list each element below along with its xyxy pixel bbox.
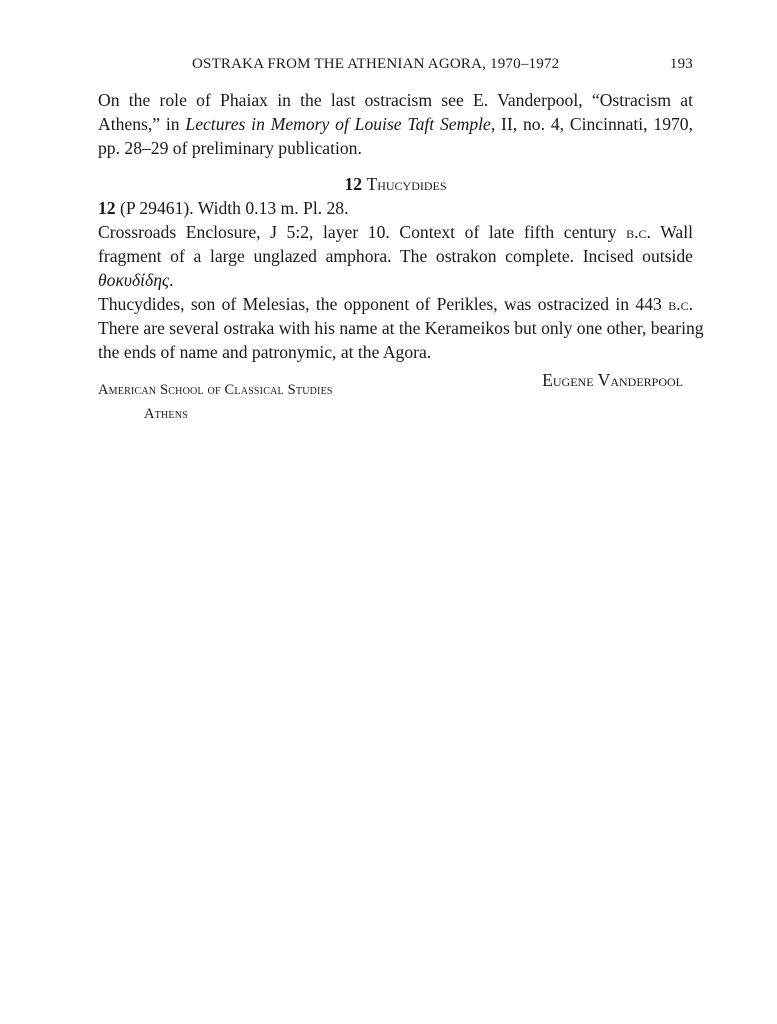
running-head [98, 56, 693, 78]
section-title: Thucydides [366, 174, 447, 194]
paragraph-line [98, 88, 693, 112]
era-abbreviation: b.c. [626, 222, 651, 242]
entry-text [98, 196, 693, 220]
paragraph-text: Thucydides, son of Melesias, the opponent of Perikles, was ostracized in 443 [98, 294, 669, 314]
running-title: OSTRAKA FROM THE ATHENIAN AGORA, 1970–1972 [192, 56, 560, 72]
paragraph-thucydides [98, 292, 704, 364]
paragraph-line: fragment of a large unglazed amphora. The ostrakon complete. Incised outside [98, 246, 693, 266]
paragraph-line [98, 268, 693, 292]
entry-number: 12 [98, 198, 116, 218]
author-affiliation [98, 378, 333, 426]
page-number: 193 [669, 56, 693, 72]
greek-inscription: θοκυδίδης [98, 270, 170, 290]
paragraph-line: There are several ostraka with his name at the Kerameikos but only one other, bearing [98, 318, 704, 338]
paragraph-line [98, 220, 693, 244]
paragraph-text: Athens,” in [98, 114, 186, 134]
paragraph-text: On the role of Phaiax in the last ostracism see E. Vanderpool, “Ostracism at [98, 90, 693, 110]
paragraph-text: Crossroads Enclosure, J 5:2, layer 10. Context of late fifth century [98, 222, 627, 242]
book-title: Lectures in Memory of Louise Taft Semple [185, 114, 491, 134]
era-abbreviation: b.c. [668, 294, 693, 314]
affiliation-city: Athens [144, 406, 188, 422]
paragraph-line: pp. 28–29 of preliminary publication. [98, 138, 362, 158]
paragraph-phaiax [98, 88, 693, 160]
section-number: 12 [344, 174, 363, 194]
paragraph-text: , II, no. 4, Cincinnati, 1970, [490, 114, 693, 134]
section-heading [98, 172, 693, 196]
paragraph-context [98, 220, 693, 292]
paragraph-line [98, 292, 693, 316]
paragraph-text: . [169, 270, 174, 290]
affiliation-institution: American School of Classical Studies [98, 382, 333, 398]
paragraph-line [98, 112, 693, 136]
body-text [98, 88, 704, 392]
paragraph-text: Wall [650, 222, 693, 242]
entry-details: (P 29461). Width 0.13 m. Pl. 28. [115, 198, 349, 218]
entry-line [98, 196, 693, 220]
paragraph-line: the ends of name and patronymic, at the Agora. [98, 342, 432, 362]
author-signature: Eugene Vanderpool [542, 370, 683, 390]
